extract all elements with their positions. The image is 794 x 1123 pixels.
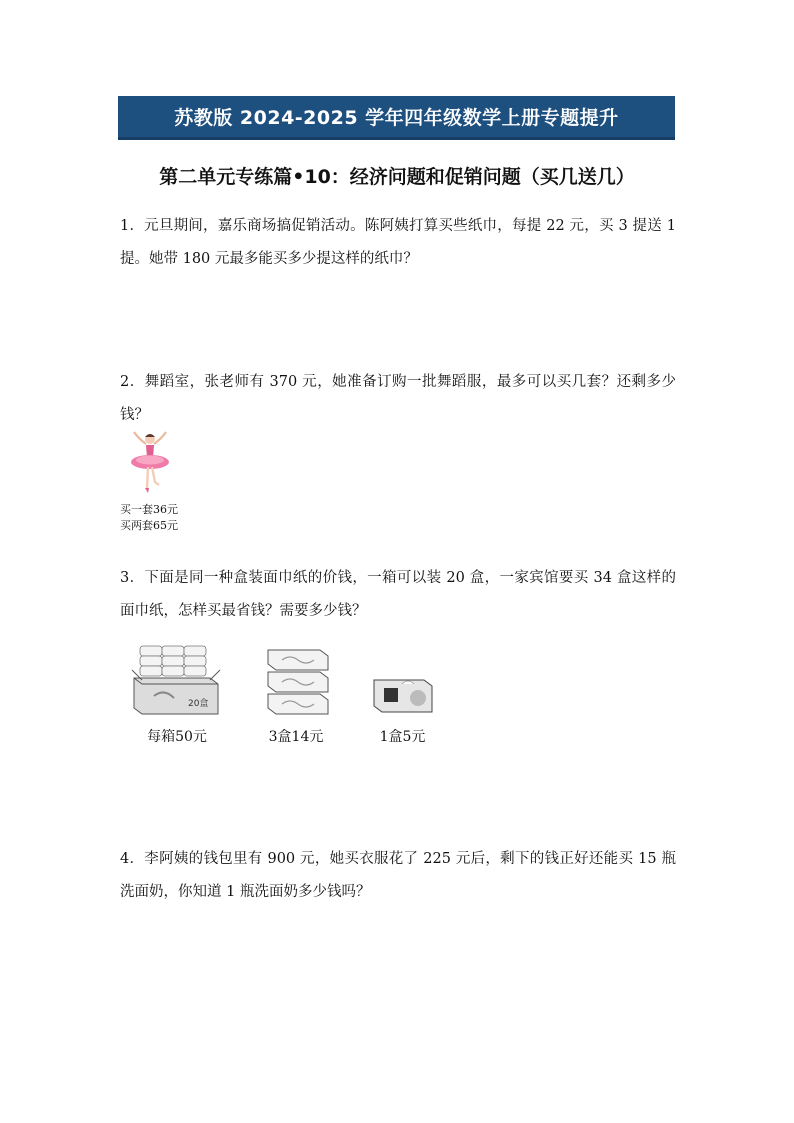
- three-box-item: [252, 640, 340, 746]
- price-one-set: 买一套36元: [120, 503, 178, 516]
- tissue-boxes-icon: [260, 640, 332, 718]
- three-box-price-caption: 3盒14元: [268, 729, 324, 745]
- question-4: 4．李阿姨的钱包里有 900 元，她买衣服花了 225 元后，剩下的钱正好还能买 15 瓶洗面奶，你知道 1 瓶洗面奶多少钱吗？: [120, 851, 676, 900]
- case-price-caption: 每箱50元: [147, 729, 207, 745]
- question-2: 2．舞蹈室，张老师有 370 元，她准备订购一批舞蹈服，最多可以买几套？还剩多少钱？: [120, 374, 676, 423]
- ballerina-icon: [120, 430, 180, 502]
- question-3: 3．下面是同一种盒装面巾纸的价钱，一箱可以装 20 盒，一家宾馆要买 34 盒这样的面巾纸，怎样买最省钱？需要多少钱？: [120, 570, 676, 619]
- question-1: 1．元旦期间，嘉乐商场搞促销活动。陈阿姨打算买些纸巾，每提 22 元，买 3 提送 1 提。她带 180 元最多能买多少提这样的纸巾？: [120, 218, 676, 267]
- tissue-box-icon: [368, 640, 438, 718]
- price-two-sets: 买两套65元: [120, 519, 178, 532]
- page-subtitle: 第二单元专练篇•10：经济问题和促销问题（买几送几）: [159, 166, 635, 188]
- ballerina-illustration: [120, 430, 195, 535]
- single-box-price-caption: 1盒5元: [379, 729, 426, 745]
- case-count-label: 20盒: [188, 699, 209, 709]
- single-box-item: [355, 640, 450, 746]
- tissue-case-item: [128, 640, 226, 746]
- banner-title: 苏教版 2024-2025 学年四年级数学上册专题提升: [174, 107, 619, 129]
- tissue-case-icon: [130, 640, 224, 718]
- title-banner: [118, 96, 675, 140]
